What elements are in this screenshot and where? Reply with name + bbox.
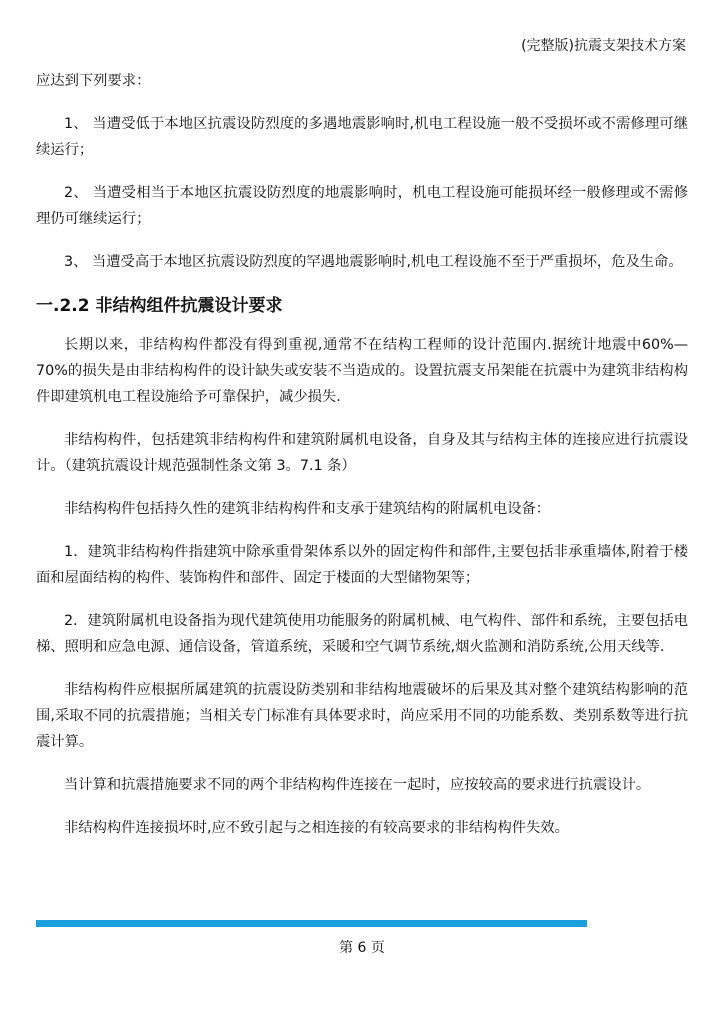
intro-line: 应达到下列要求：: [36, 73, 151, 89]
requirement-item-2: 2、 当遭受相当于本地区抗震设防烈度的地震影响时，机电工程设施可能损坏经一般修理或不需修理仍可继续运行；: [36, 185, 688, 227]
page-number: 第 6 页: [339, 940, 385, 956]
paragraph-history: 长期以来，非结构构件都没有得到重视,通常不在结构工程师的设计范围内.据统计地震中60%—70%的损失是由非结构构件的设计缺失或安装不当造成的。设置抗震支吊架能在抗震中为建筑非结构构件即建筑机电工程设施给予可靠保护，减少损失.: [36, 337, 688, 405]
requirement-item-1: 1、 当遭受低于本地区抗震设防烈度的多遇地震影响时,机电工程设施一般不受损坏或不需修理可继续运行；: [36, 116, 688, 158]
paragraph-scope: 非结构构件包括持久性的建筑非结构构件和支承于建筑结构的附属机电设备：: [64, 501, 551, 517]
paragraph-measures: 非结构构件应根据所属建筑的抗震设防类别和非结构地震破坏的后果及其对整个建筑结构影响的范围,采取不同的抗震措施；当相关专门标准有具体要求时，尚应采用不同的功能系数、类别系数等进行抗震计算。: [36, 682, 688, 750]
paragraph-mep-equipment: 2．建筑附属机电设备指为现代建筑使用功能服务的附属机械、电气构件、部件和系统，主要包括电梯、照明和应急电源、通信设备，管道系统，采暖和空气调节系统,烟火监测和消防系统,公用天线等.: [36, 613, 688, 655]
requirement-item-3: 3、 当遭受高于本地区抗震设防烈度的罕遇地震影响时,机电工程设施不至于严重损坏，危及生命。: [64, 254, 683, 270]
footer-accent-bar: [36, 920, 587, 927]
paragraph-building-components: 1．建筑非结构构件指建筑中除承重骨架体系以外的固定构件和部件,主要包括非承重墙体,附着于楼面和屋面结构的构件、装饰构件和部件、固定于楼面的大型储物架等；: [36, 544, 688, 586]
document-body: [36, 68, 688, 858]
paragraph-definition: 非结构构件，包括建筑非结构构件和建筑附属机电设备，自身及其与结构主体的连接应进行抗震设计。（建筑抗震设计规范强制性条文第 3。7.1 条）: [36, 432, 688, 474]
paragraph-connection-design: 当计算和抗震措施要求不同的两个非结构构件连接在一起时，应按较高的要求进行抗震设计。: [64, 777, 651, 793]
paragraph-connection-failure: 非结构构件连接损坏时,应不致引起与之相连接的有较高要求的非结构构件失效。: [64, 820, 569, 836]
section-heading: 一.2.2 非结构组件抗震设计要求: [36, 296, 283, 316]
document-header-title: (完整版)抗震支架技术方案: [521, 38, 686, 54]
